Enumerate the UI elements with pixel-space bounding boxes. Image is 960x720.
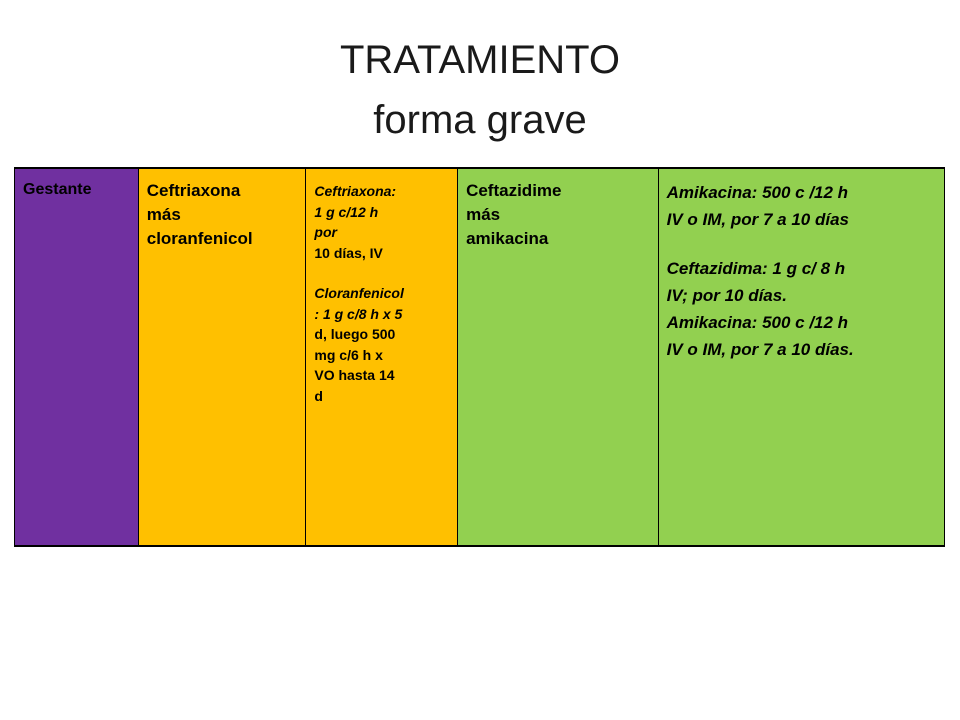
regimen-2-name: Ceftazidime más amikacina <box>466 181 562 248</box>
treatment-table <box>14 167 945 547</box>
ceftriaxona-duration: 10 días, IV <box>314 244 383 261</box>
patient-group-label: Gestante <box>23 181 92 198</box>
cloranfenicol-dosage: Cloranfenicol : 1 g c/8 h x 5 <box>314 285 404 322</box>
amikacina-dosage-2: Amikacina: 500 c /12 h IV o IM, por 7 a 10 días. <box>666 313 854 359</box>
cloranfenicol-followup: d, luego 500 mg c/6 h x VO hasta 14 d <box>314 326 396 404</box>
ceftriaxona-dosage: Ceftriaxona: 1 g c/12 h por <box>314 183 397 240</box>
slide-title <box>0 30 960 150</box>
regimen-1-dosage-cell <box>306 169 458 545</box>
amikacina-dosage-1: Amikacina: 500 c /12 h IV o IM, por 7 a 10 días <box>666 183 849 229</box>
title-line-1: TRATAMIENTO <box>340 38 620 82</box>
regimen-2-dosage-cell <box>659 169 944 545</box>
spacer <box>314 263 449 283</box>
regimen-1-cell <box>139 169 307 545</box>
ceftazidima-dosage: Ceftazidima: 1 g c/ 8 h IV; por 10 días. <box>666 259 846 305</box>
spacer <box>667 233 936 255</box>
regimen-2-cell <box>458 169 659 545</box>
patient-group-cell <box>15 169 139 545</box>
title-line-2: forma grave <box>373 98 587 142</box>
regimen-1-name: Ceftriaxona más cloranfenicol <box>146 181 253 248</box>
